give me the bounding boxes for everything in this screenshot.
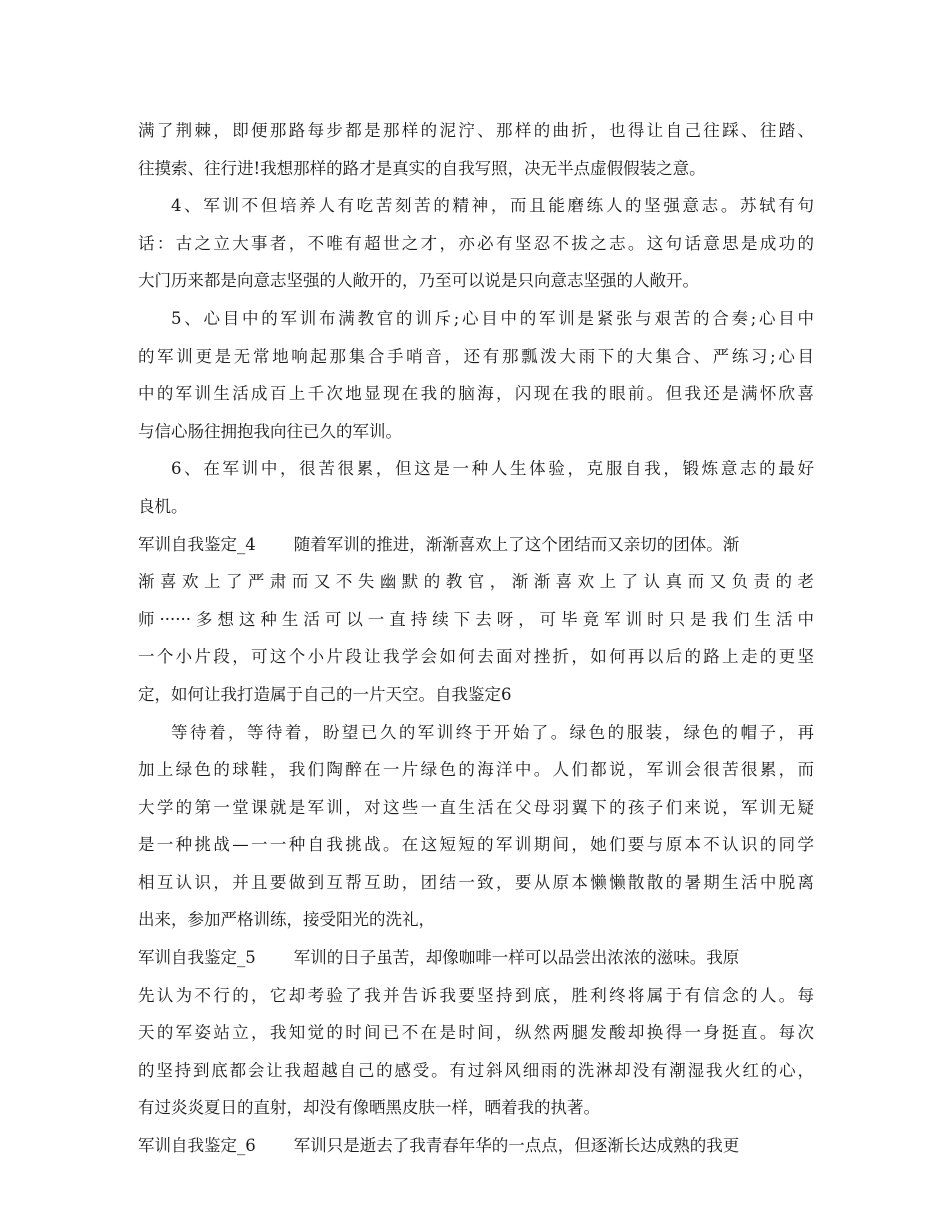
text-line: 加上绿色的球鞋，我们陶醉在一片绿色的海洋中。人们都说，军训会很苦很累，而 [138,760,814,780]
text-line: 有过炎炎夏日的直射，却没有像晒黑皮肤一样，晒着我的执著。 [138,1098,600,1118]
paragraph-line: 等待着，等待着，盼望已久的军训终于开始了。绿色的服装，绿色的帽子，再 [171,722,814,742]
text-span: 军训只是逝去了我青春年华的一点点，但逐渐长达成熟的我更 [293,1136,740,1156]
text-span: 军训的日子虽苦，却像咖啡一样可以品尝出浓浓的滋味。我原 [293,948,740,968]
text-line: 是一种挑战—一一种自我挑战。在这短短的军训期间，她们要与原本不认识的同学 [138,835,814,855]
text-line: 的坚持到底都会让我超越自己的感受。有过斜风细雨的洗淋却没有潮湿我火红的心， [138,1060,814,1080]
text-line: 一个小片段，可这个小片段让我学会如何去面对挫折，如何再以后的路上走的更坚 [138,647,814,667]
section-5-line [138,939,814,977]
paragraph-4-line: 4、军训不但培养人有吃苦刻苦的精神，而且能磨练人的坚强意志。苏轼有句 [171,196,814,216]
text-line: 天的军姿站立，我知觉的时间已不在是时间，纵然两腿发酸却换得一身挺直。每次 [138,1023,814,1043]
text-line: 出来，参加严格训练，接受阳光的洗礼， [138,910,435,930]
section-4-line [138,526,814,564]
text-line: 先认为不行的，它却考验了我并告诉我要坚持到底，胜利终将属于有信念的人。每 [138,985,814,1005]
text-line: 话：古之立大事者，不唯有超世之才，亦必有坚忍不拔之志。这句话意思是成功的 [138,233,814,253]
paragraph-6-line: 6、在军训中，很苦很累，但这是一种人生体验，克服自我，锻炼意志的最好 [171,459,814,479]
text-line: 往摸索、往行进!我想那样的路才是真实的自我写照，决无半点虚假假装之意。 [138,158,706,178]
text-line: 定，如何让我打造属于自己的一片天空。自我鉴定6 [138,684,512,704]
section-heading-5: 军训自我鉴定_5 [138,948,256,968]
text-line: 的军训更是无常地响起那集合手哨音，还有那瓢泼大雨下的大集合、严练习;心目 [138,346,814,366]
text-span: 随着军训的推进，渐渐喜欢上了这个团结而又亲切的团体。渐 [293,534,740,554]
text-line: 与信心肠往拥抱我向往已久的军训。 [138,421,402,441]
paragraph-5-line: 5、心目中的军训布满教官的训斥;心目中的军训是紧张与艰苦的合奏;心目中 [171,308,814,328]
document-body [138,112,814,1165]
text-line: 渐喜欢上了严肃而又不失幽默的教官，渐渐喜欢上了认真而又负责的老 [138,572,814,592]
text-line: 满了荆棘，即便那路每步都是那样的泥泞、那样的曲折，也得让自己往踩、往踏、 [138,121,814,140]
text-line: 相互认识，并且要做到互帮互助，团结一致，要从原本懒懒散散的暑期生活中脱离 [138,872,814,892]
text-line: 中的军训生活成百上千次地显现在我的脑海，闪现在我的眼前。但我还是满怀欣喜 [138,384,814,404]
section-heading-6: 军训自我鉴定_6 [138,1136,256,1156]
section-6-line [138,1127,814,1165]
text-line: 大门历来都是向意志坚强的人敞开的，乃至可以说是只向意志坚强的人敞开。 [138,271,699,291]
text-line: 良机。 [138,496,188,516]
text-line: 大学的第一堂课就是军训，对这些一直生活在父母羽翼下的孩子们来说，军训无疑 [138,797,814,817]
text-line: 师······多想这种生活可以一直持续下去呀，可毕竟军训时只是我们生活中 [138,609,814,629]
section-heading-4: 军训自我鉴定_4 [138,534,256,554]
